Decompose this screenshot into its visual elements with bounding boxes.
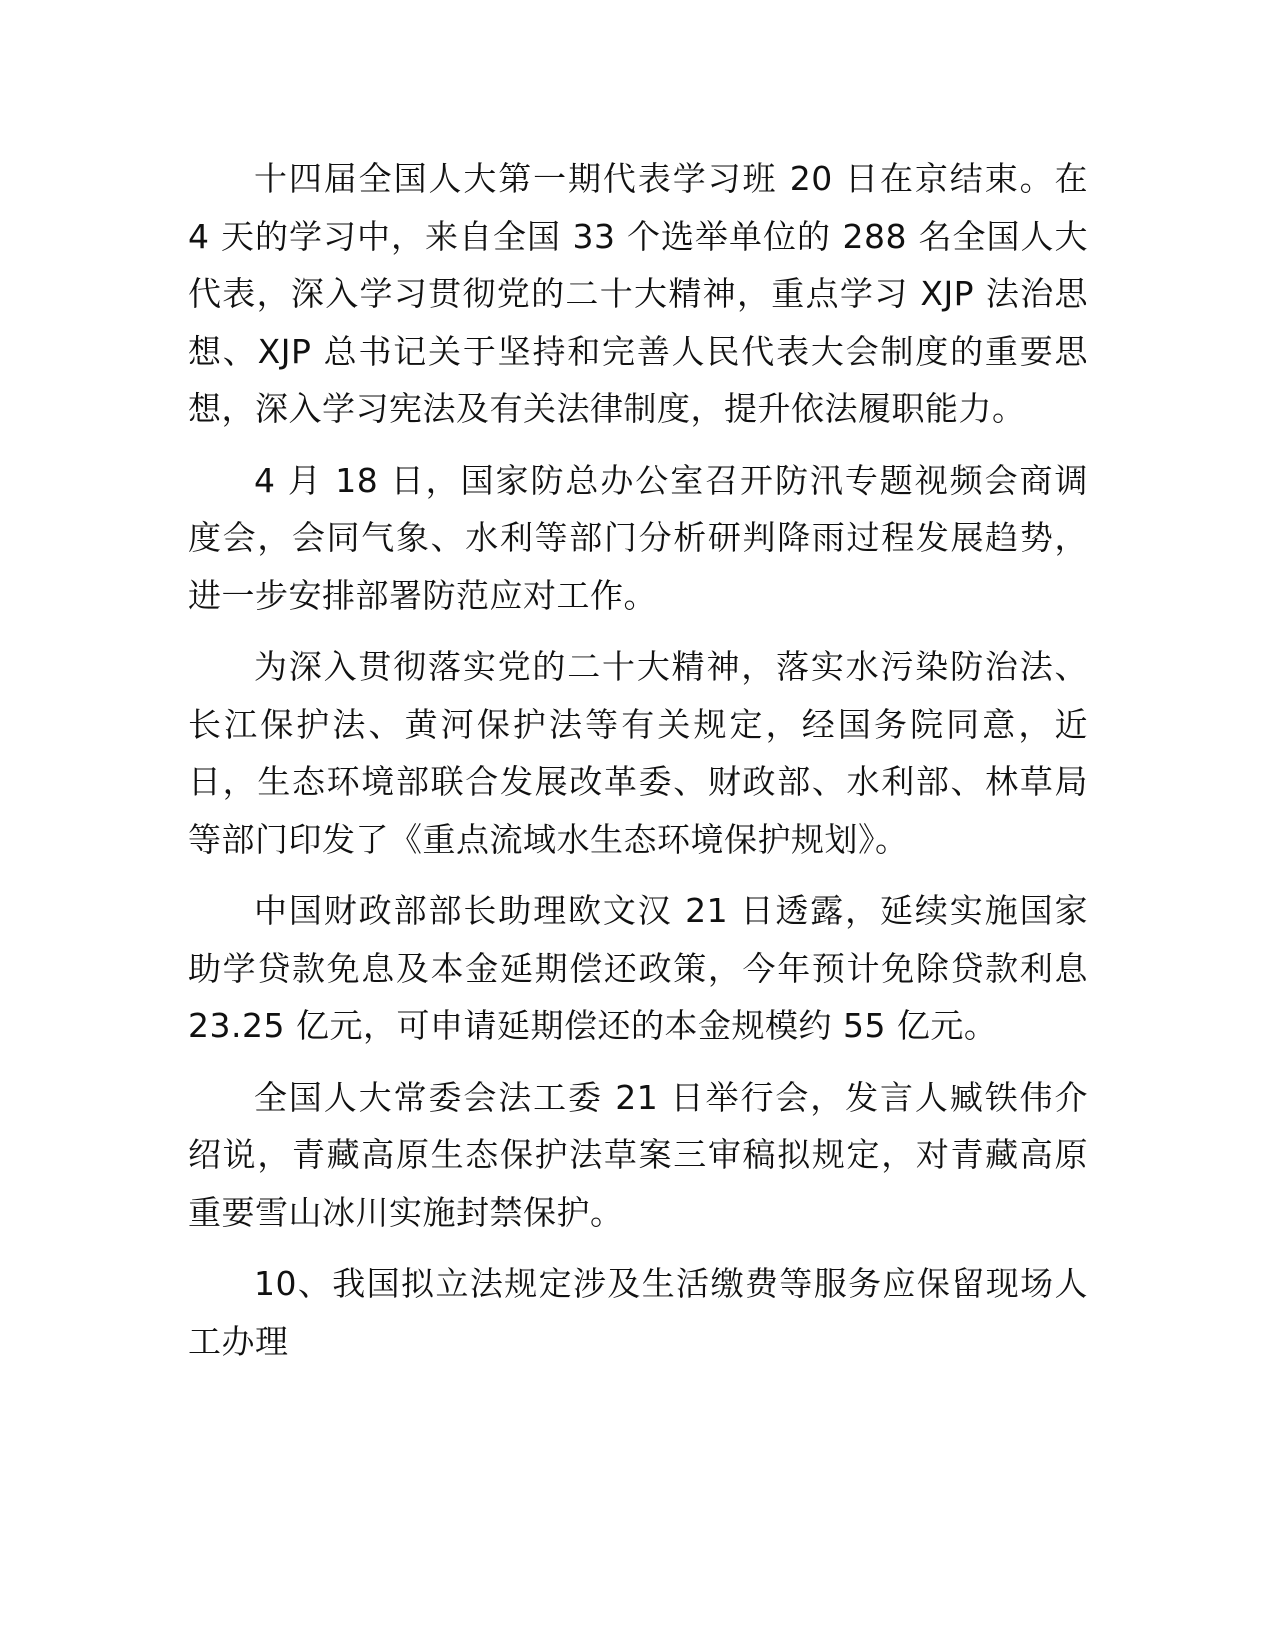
paragraph-deputy-study-class: 十四届全国人大第一期代表学习班 20 日在京结束。在 4 天的学习中，来自全国 33 个选举单位的 288 名全国人大代表，深入学习贯彻党的二十大精神，重点学习 XJP 法治思想、XJP 总书记关于坚持和完善人民代表大会制度的重要思想，深入学习宪法及有关法律制度，提升依法履职能力。 bbox=[188, 159, 1089, 428]
paragraph-tibet-plateau-law: 全国人大常委会法工委 21 日举行会，发言人臧铁伟介绍说，青藏高原生态保护法草案三审稿拟规定，对青藏高原重要雪山冰川实施封禁保护。 bbox=[188, 1077, 1088, 1232]
paragraph-flood-control-meeting: 4 月 18 日，国家防总办公室召开防汛专题视频会商调度会，会同气象、水利等部门分析研判降雨过程发展趋势，进一步安排部署防范应对工作。 bbox=[188, 460, 1088, 615]
paragraph-student-loan-policy: 中国财政部部长助理欧文汉 21 日透露，延续实施国家助学贷款免息及本金延期偿还政策，今年预计免除贷款利息 23.25 亿元，可申请延期偿还的本金规模约 55 亿元。 bbox=[188, 891, 1088, 1045]
paragraph-water-ecology-plan: 为深入贯彻落实党的二十大精神，落实水污染防治法、长江保护法、黄河保护法等有关规定，经国务院同意，近日，生态环境部联合发展改革委、财政部、水利部、林草局等部门印发了《重点流域水生态环境保护规划》。 bbox=[188, 647, 1088, 859]
document-body bbox=[188, 150, 1088, 1384]
paragraph-manual-service-item: 10、我国拟立法规定涉及生活缴费等服务应保留现场人工办理 bbox=[188, 1264, 1088, 1361]
